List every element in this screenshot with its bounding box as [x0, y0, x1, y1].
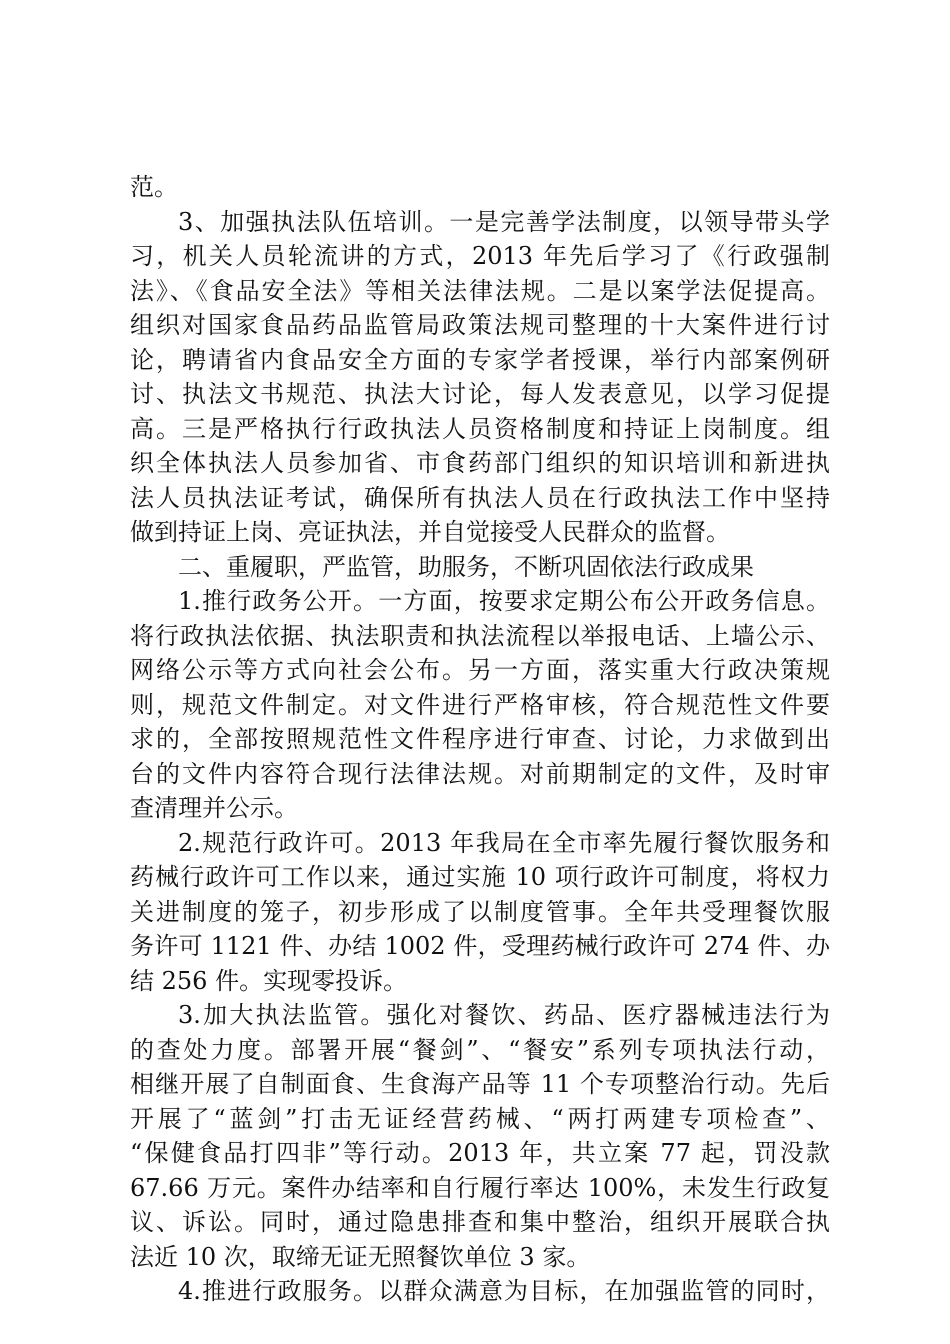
text-line: 求的，全部按照规范性文件程序进行审查、讨论，力求做到出: [130, 725, 830, 753]
text-line: 3、加强执法队伍培训。一是完善学法制度，以领导带头学: [178, 207, 830, 236]
text-line: 二、重履职，严监管，助服务，不断巩固依法行政成果: [178, 552, 754, 581]
text-line: “保健食品打四非”等行动。2013 年，共立案 77 起，罚没款: [130, 1139, 830, 1167]
text-line: 结 256 件。实现零投诉。: [130, 966, 408, 995]
text-line: 做到持证上岗、亮证执法，并自觉接受人民群众的监督。: [130, 518, 730, 546]
text-line: 查清理并公示。: [130, 794, 298, 822]
text-line: 高。三是严格执行行政执法人员资格制度和持证上岗制度。组: [130, 414, 830, 443]
text-line: 关进制度的笼子，初步形成了以制度管事。全年共受理餐饮服: [130, 897, 830, 926]
text-line: 的查处力度。部署开展“餐剑”、“餐安”系列专项执法行动，: [130, 1035, 830, 1064]
text-line: 网络公示等方式向社会公布。另一方面，落实重大行政决策规: [130, 656, 830, 684]
text-line: 习，机关人员轮流讲的方式，2013 年先后学习了《行政强制: [130, 242, 830, 270]
document-body: [130, 170, 830, 1309]
text-line: 法人员执法证考试，确保所有执法人员在行政执法工作中坚持: [130, 483, 830, 512]
text-line: 织全体执法人员参加省、市食药部门组织的知识培训和新进执: [130, 449, 830, 477]
text-line: 2.规范行政许可。2013 年我局在全市率先履行餐饮服务和: [178, 828, 830, 857]
text-line: 组织对国家食品药品监管局政策法规司整理的十大案件进行讨: [130, 311, 830, 339]
text-line: 务许可 1121 件、办结 1002 件，受理药械行政许可 274 件、办: [130, 932, 830, 960]
text-line: 67.66 万元。案件办结率和自行履行率达 100%，未发生行政复: [130, 1173, 830, 1202]
text-line: 将行政执法依据、执法职责和执法流程以举报电话、上墙公示、: [130, 621, 830, 650]
text-line: 则，规范文件制定。对文件进行严格审核，符合规范性文件要: [130, 690, 830, 719]
text-line: 法》、《食品安全法》等相关法律法规。二是以案学法促提高。: [130, 276, 830, 305]
text-line: 法近 10 次，取缔无证无照餐饮单位 3 家。: [130, 1242, 591, 1271]
text-line: 4.推进行政服务。以群众满意为目标，在加强监管的同时，: [178, 1277, 830, 1305]
text-line: 议、诉讼。同时，通过隐患排查和集中整治，组织开展联合执: [130, 1208, 830, 1236]
text-line: 开展了“蓝剑”打击无证经营药械、“两打两建专项检查”、: [130, 1104, 830, 1133]
text-line: 药械行政许可工作以来，通过实施 10 项行政许可制度，将权力: [130, 863, 830, 891]
text-line: 论，聘请省内食品安全方面的专家学者授课，举行内部案例研: [130, 345, 830, 374]
text-line: 1.推行政务公开。一方面，按要求定期公布公开政务信息。: [178, 587, 830, 615]
text-line: 讨、执法文书规范、执法大讨论，每人发表意见，以学习促提: [130, 380, 830, 408]
text-line: 相继开展了自制面食、生食海产品等 11 个专项整治行动。先后: [130, 1070, 830, 1098]
text-line: 3.加大执法监管。强化对餐饮、药品、医疗器械违法行为: [178, 1001, 830, 1029]
text-line: 台的文件内容符合现行法律法规。对前期制定的文件，及时审: [130, 759, 830, 788]
text-line: 范。: [130, 173, 178, 201]
